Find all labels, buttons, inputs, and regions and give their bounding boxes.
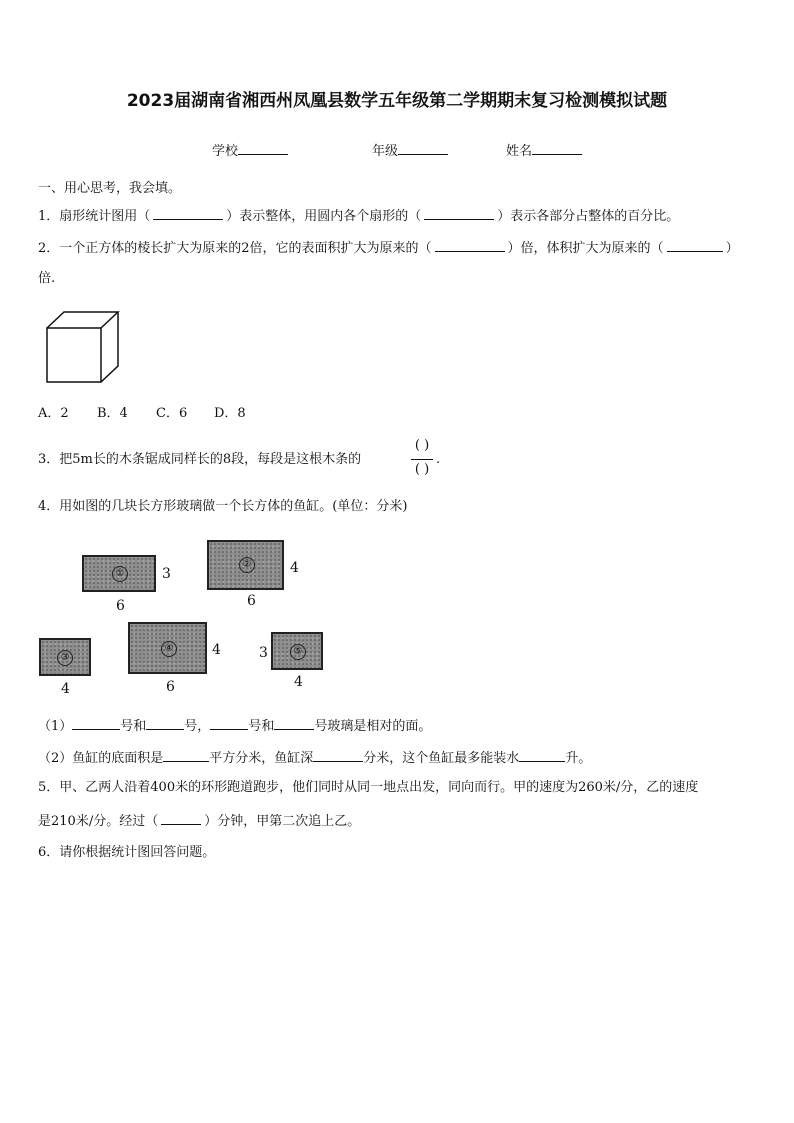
q4-1-text-c: 号，	[184, 719, 211, 734]
q1-text-a: 1．扇形统计图用（	[38, 209, 151, 224]
piece-5-width: 4	[294, 674, 303, 690]
piece-2-label: ②	[239, 557, 255, 573]
question-1	[38, 207, 679, 225]
q4-2-blank-1[interactable]	[163, 749, 209, 762]
q4-1-blank-2[interactable]	[146, 717, 184, 730]
glass-piece-4	[128, 622, 207, 674]
piece-1-label: ①	[112, 566, 128, 582]
piece-4-width: 6	[166, 679, 175, 695]
q1-text-b: ）表示整体，用圆内各个扇形的（	[226, 209, 422, 224]
q5-line-2	[38, 812, 360, 830]
q3-text: 3．把5m长的木条锯成同样长的8段，每段是这根木条的	[38, 452, 362, 467]
piece-2-height: 4	[290, 560, 299, 576]
q1-blank-1[interactable]	[153, 207, 223, 220]
grade-field	[372, 140, 448, 159]
q4-part-1	[38, 717, 431, 735]
q4-2-text-b: 平方分米，鱼缸深	[209, 751, 314, 766]
question-2	[38, 239, 739, 257]
q2-text-d: 倍.	[38, 271, 56, 286]
piece-5-height: 3	[259, 645, 268, 661]
q4-1-blank-1[interactable]	[72, 717, 120, 730]
piece-4-height: 4	[212, 642, 221, 658]
q2-option-b[interactable]: B．4	[97, 406, 128, 421]
grade-label: 年级	[372, 144, 399, 159]
q2-option-a[interactable]: A．2	[38, 406, 69, 421]
cube-front-face	[47, 328, 101, 382]
fraction-numerator: ( )	[414, 438, 430, 453]
fraction-denominator: ( )	[414, 462, 430, 477]
q2-text-a: 2．一个正方体的棱长扩大为原来的2倍，它的表面积扩大为原来的（	[38, 241, 432, 256]
name-label: 姓名	[506, 144, 533, 159]
piece-3-label: ③	[57, 650, 73, 666]
q4-1-blank-3[interactable]	[210, 717, 248, 730]
section-heading: 一、用心思考，我会填。	[38, 181, 182, 196]
q4-1-text-e: 号玻璃是相对的面。	[314, 719, 432, 734]
piece-4-label: ④	[161, 641, 177, 657]
q2-text-c: ）	[725, 241, 739, 256]
q4-1-text-b: 号和	[120, 719, 147, 734]
q3-fraction[interactable]	[410, 438, 434, 482]
piece-1-height: 3	[162, 566, 171, 582]
school-field	[212, 140, 288, 159]
cube-side-face	[101, 312, 118, 382]
q2-blank-1[interactable]	[435, 239, 505, 252]
q5-text-a: 是210米/分。经过（	[38, 814, 159, 829]
q4-2-blank-3[interactable]	[519, 749, 565, 762]
q4-2-blank-2[interactable]	[313, 749, 363, 762]
cube-figure	[44, 308, 124, 388]
glass-piece-1	[82, 555, 156, 592]
q2-text-b: ）倍，体积扩大为原来的（	[507, 241, 664, 256]
glass-piece-2	[207, 540, 284, 590]
fraction-bar	[411, 459, 433, 460]
grade-blank[interactable]	[398, 142, 448, 155]
name-blank[interactable]	[532, 142, 582, 155]
q5-line-1: 5．甲、乙两人沿着400米的环形跑道跑步，他们同时从同一地点出发，同向而行。甲的速度为260米/分，乙的速度	[38, 780, 699, 795]
q5-text-b: ）分钟，甲第二次追上乙。	[204, 814, 361, 829]
q4-1-text-a: （1）	[38, 719, 73, 734]
q4-2-text-d: 升。	[565, 751, 592, 766]
glass-piece-3	[39, 638, 91, 676]
glass-piece-5	[271, 632, 323, 670]
piece-5-label: ⑤	[290, 644, 306, 660]
page-title: 2023届湖南省湘西州凤凰县数学五年级第二学期期末复习检测模拟试题	[126, 91, 668, 111]
q4-2-text-a: （2）鱼缸的底面积是	[38, 751, 164, 766]
q4-text: 4．用如图的几块长方形玻璃做一个长方体的鱼缸。(单位：分米)	[38, 499, 408, 514]
q5-blank[interactable]	[161, 812, 201, 825]
q2-option-d[interactable]: D．8	[214, 406, 246, 421]
q4-1-blank-4[interactable]	[274, 717, 314, 730]
q2-option-c[interactable]: C．6	[156, 406, 188, 421]
q1-text-c: ）表示各部分占整体的百分比。	[497, 209, 680, 224]
q2-blank-2[interactable]	[667, 239, 723, 252]
q4-2-text-c: 分米，这个鱼缸最多能装水	[363, 751, 520, 766]
piece-3-width: 4	[61, 681, 70, 697]
school-label: 学校	[212, 144, 239, 159]
q4-part-2	[38, 749, 591, 767]
cube-top-face	[47, 312, 118, 328]
q1-blank-2[interactable]	[424, 207, 494, 220]
piece-2-width: 6	[247, 593, 256, 609]
name-field	[506, 140, 582, 159]
question-6: 6．请你根据统计图回答问题。	[38, 845, 216, 860]
q4-1-text-d: 号和	[248, 719, 275, 734]
piece-1-width: 6	[116, 598, 125, 614]
q3-end: .	[436, 452, 441, 467]
school-blank[interactable]	[238, 142, 288, 155]
